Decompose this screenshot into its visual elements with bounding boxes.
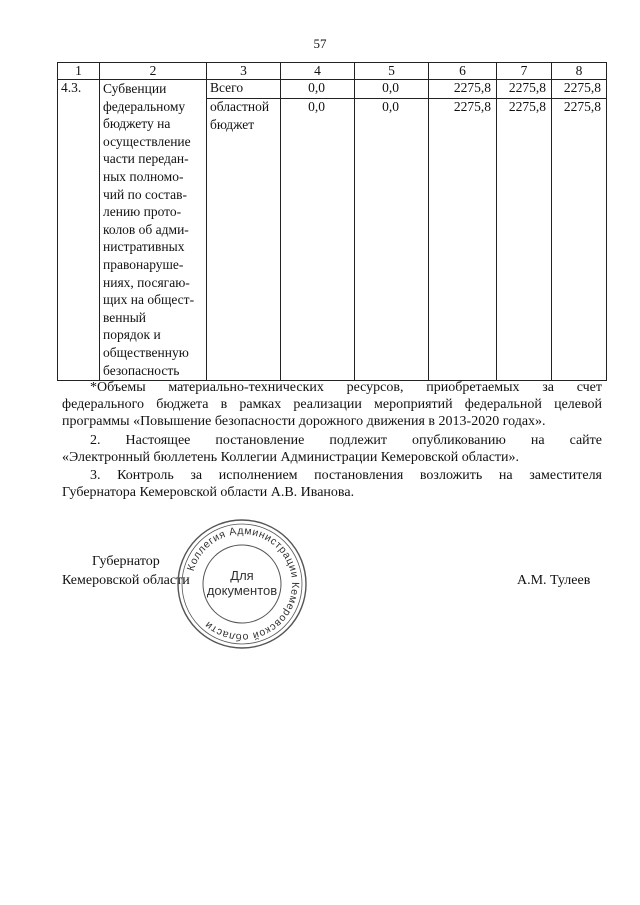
paragraph-2 bbox=[62, 432, 602, 466]
paragraph-3 bbox=[62, 467, 602, 501]
header-cell: 5 bbox=[355, 63, 429, 80]
header-cell: 1 bbox=[58, 63, 100, 80]
col8-values bbox=[552, 80, 607, 381]
header-cell: 4 bbox=[281, 63, 355, 80]
header-cell: 3 bbox=[207, 63, 281, 80]
value-cell: 0,0 bbox=[308, 99, 325, 114]
value-cell: 2275,8 bbox=[563, 99, 601, 114]
source-total: Всего bbox=[207, 80, 280, 99]
seal-center-line1: Для bbox=[230, 568, 254, 583]
source-regional: областной bbox=[210, 99, 270, 114]
value-cell: 2275,8 bbox=[508, 99, 546, 114]
table-row bbox=[58, 80, 607, 381]
value-cell: 2275,8 bbox=[429, 80, 496, 99]
header-cell: 2 bbox=[100, 63, 207, 80]
value-cell: 0,0 bbox=[382, 99, 399, 114]
value-cell: 0,0 bbox=[281, 80, 354, 99]
paragraph-line: 2. Настоящее постановление подлежит опубликованию на сайте bbox=[90, 433, 602, 448]
value-cell: 2275,8 bbox=[453, 99, 491, 114]
row-name-line: Субвенции bbox=[103, 81, 167, 96]
col7-values bbox=[497, 80, 552, 381]
row-name bbox=[100, 80, 207, 381]
row-name-line: нистративных bbox=[103, 239, 185, 255]
row-name-line: бюджету на bbox=[103, 116, 171, 132]
header-cell: 7 bbox=[497, 63, 552, 80]
header-cell: 8 bbox=[552, 63, 607, 80]
paragraph-line: «Электронный бюллетень Коллегии Администрации Кемеровской области». bbox=[62, 450, 520, 465]
seal-ring-textpath: Коллегия Администрации Кемеровской области bbox=[184, 524, 302, 644]
official-seal bbox=[175, 517, 309, 651]
row-name-line: части передан- bbox=[103, 151, 189, 167]
value-cell: 0,0 bbox=[355, 80, 428, 99]
footnote-line: *Объемы материально-технических ресурсов, приобретаемых за счет bbox=[90, 380, 602, 395]
row-name-line: правонаруше- bbox=[103, 256, 184, 272]
footnote-line: федерального бюджета в рамках реализации мероприятий федеральной целевой bbox=[62, 397, 602, 412]
row-name-line: ниях, посягаю- bbox=[103, 274, 190, 290]
row-name-line: безопасность bbox=[103, 362, 180, 378]
footnote-line: программы «Повышение безопасности дорожного движения в 2013-2020 годах». bbox=[62, 414, 546, 429]
row-name-line: федеральному bbox=[103, 98, 186, 114]
col4-values bbox=[281, 80, 355, 381]
paragraph-line: Губернатора Кемеровской области А.В. Иванова. bbox=[62, 485, 355, 500]
row-name-line: общественную bbox=[103, 344, 189, 360]
signatory-org: Кемеровской области bbox=[62, 573, 190, 588]
row-name-line: венный bbox=[103, 309, 147, 325]
signatory-title: Губернатор bbox=[92, 554, 160, 569]
footnote bbox=[62, 379, 602, 430]
row-name-line: лению прото- bbox=[103, 204, 182, 220]
seal-center-line2: документов bbox=[206, 583, 278, 598]
page-number: 57 bbox=[313, 36, 327, 51]
row-name-line: осуществление bbox=[103, 133, 191, 149]
signatory-name: А.М. Тулеев bbox=[517, 573, 591, 588]
header-cell: 6 bbox=[429, 63, 497, 80]
row-name-line: колов об адми- bbox=[103, 221, 189, 237]
col6-values bbox=[429, 80, 497, 381]
row-name-line: щих на общест- bbox=[103, 292, 195, 308]
row-name-line: ных полномо- bbox=[103, 168, 184, 184]
row-name-line: чий по состав- bbox=[103, 186, 187, 202]
budget-table bbox=[57, 62, 607, 381]
table-header-row bbox=[58, 63, 607, 80]
source-budget: бюджет bbox=[210, 117, 255, 132]
value-cell: 2275,8 bbox=[552, 80, 606, 99]
row-name-line: порядок и bbox=[103, 327, 161, 343]
value-cell: 2275,8 bbox=[497, 80, 551, 99]
row-source bbox=[207, 80, 281, 381]
row-index: 4.3. bbox=[58, 80, 100, 381]
paragraph-line: 3. Контроль за исполнением постановления возложить на заместителя bbox=[90, 468, 602, 483]
col5-values bbox=[355, 80, 429, 381]
